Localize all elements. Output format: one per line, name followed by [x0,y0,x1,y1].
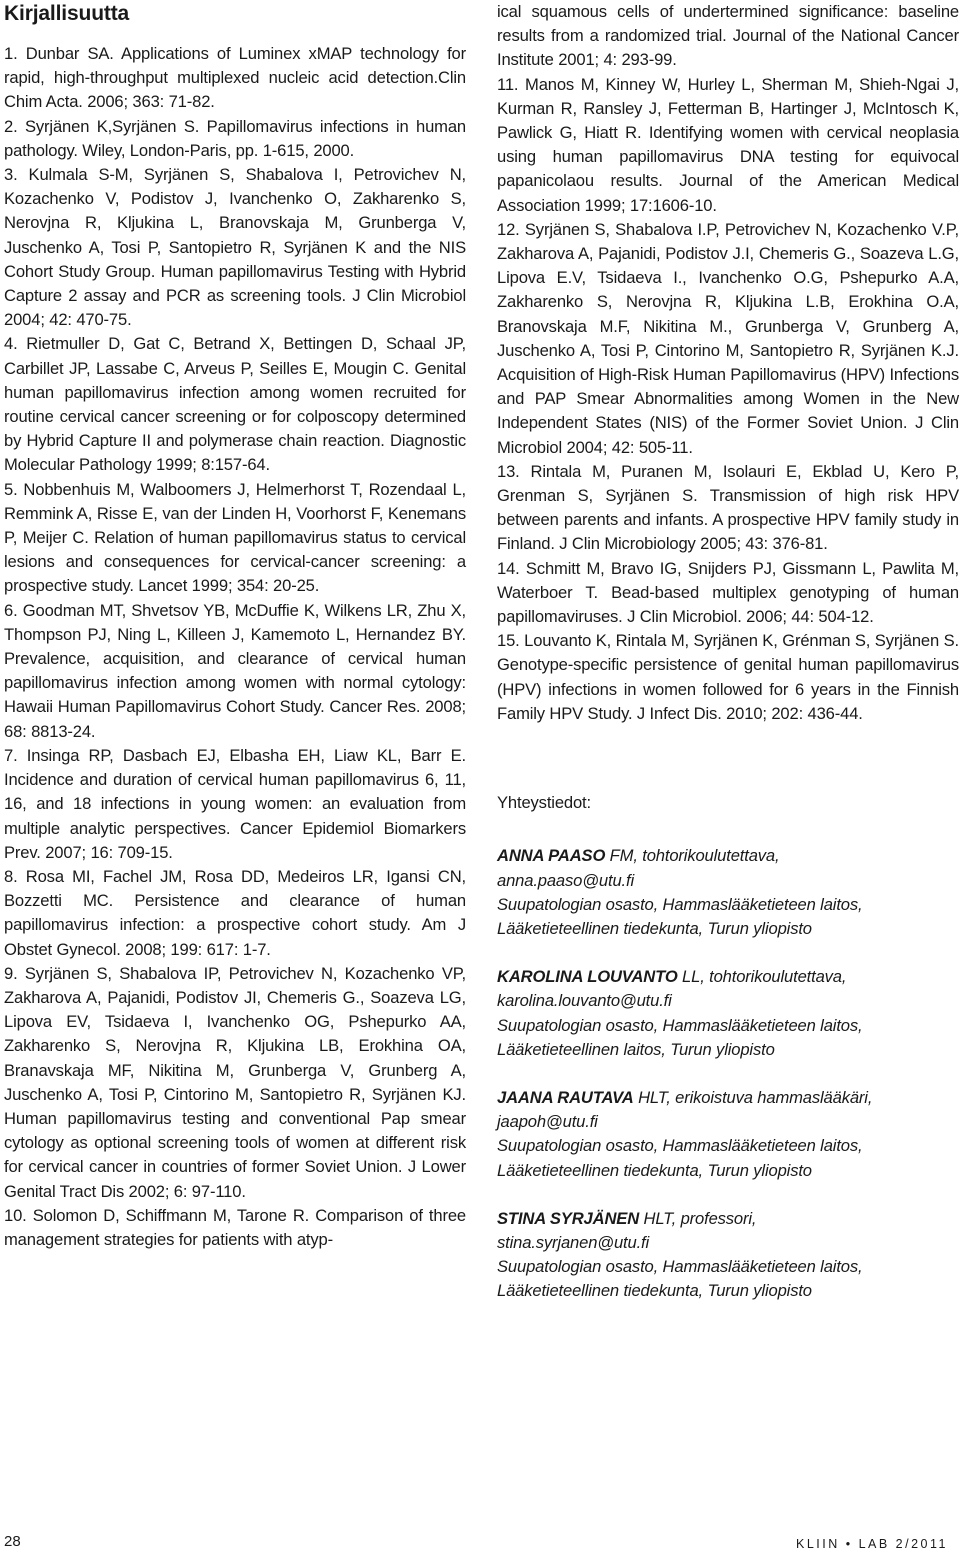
reference-item: 1. Dunbar SA. Applications of Luminex xMAP technology for rapid, high-throughput multiplexed nucleic acid detection.Clin Chim Acta. 2006; 363: 71-82. [4,44,466,112]
contact-name: STINA SYRJÄNEN [497,1208,640,1228]
contact-heading: Yhteystiedot: [497,793,591,813]
contact-department: Suupatologian osasto, Hammaslääketieteen laitos, [497,1015,863,1035]
reference-item: 3. Kulmala S-M, Syrjänen S, Shabalova I, Petrovichev N, Kozachenko V, Podistov J, Ivanchenko O, Zakharenko S, Nerovjna R, Kljukina L, Branovskaja M, Grunberga V, Juschenko A, Tosi P, Santopietro R, Syrjänen K and the NIS Cohort Study Group. Human papillomavirus Testing with Hybrid Capture 2 assay and PCR as screening tools. J Clin Microbiol 2004; 42: 470-75. [4,165,466,330]
magazine-issue: KLIIN • LAB 2/2011 [796,1537,948,1551]
reference-item: 8. Rosa MI, Fachel JM, Rosa DD, Medeiros LR, Igansi CN, Bozzetti MC. Persistence and clearance of human papillomavirus infection: a prospective cohort study. Am J Obstet Gynecol. 2008; 199: 617: 1-7. [4,866,466,959]
contact-email[interactable]: jaapoh@utu.fi [497,1112,598,1132]
contact-title: HLT, erikoistuva hammaslääkäri, [633,1087,873,1107]
contact-department: Suupatologian osasto, Hammaslääketieteen laitos, [497,894,863,914]
contact-name-line [497,844,959,868]
contact-title: LL, tohtorikoulutettava, [677,967,847,987]
contact-faculty: Lääketieteellinen tiedekunta, Turun yliopisto [497,918,812,938]
page-number: 28 [4,1533,21,1550]
reference-item: 11. Manos M, Kinney W, Hurley L, Sherman M, Shieh-Ngai J, Kurman R, Ransley J, Fetterman B, Hartinger J, McIntosch K, Pawlick G, Hiatt R. Identifying women with cervical neoplasia using human papillomavirus DNA testing for equivocal papanicolaou results. Journal of the American Medical Association 1999; 17:1606-10. [497,74,959,215]
right-column [497,0,959,1328]
reference-item: 9. Syrjänen S, Shabalova IP, Petrovichev N, Kozachenko VP, Zakharova A, Pajanidi, Podistov JI, Chemeris G., Soazeva LG, Lipova EV, Tsidaeva I, Ivanchenko OG, Pshepurko AA, Zakharenko S, Nerovjna R, Kljukina LB, Erokhina OA, Branavskaja MF, Nikitina M, Grunberga V, Grunberg A, Juschenko A, Tosi P, Cintorino M, Santopietro R, Syrjänen KJ. Human papillomavirus testing and conventional Pap smear cytology as optional screening tools of women at different risk for cervical cancer in countries of former Soviet Union. J Lower Genital Tract Dis 2002; 6: 97-110. [4,963,466,1201]
reference-item: 12. Syrjänen S, Shabalova I.P, Petrovichev N, Kozachenko V.P, Zakharova A, Pajanidi, Podistov J.I, Chemeris G., Soazeva L.G, Lipova E.V, Tsidaeva I., Ivanchenko O.G, Pshepurko A.A, Zakharenko S, Nerovjna R, Kljukina L.B, Erokhina O.A, Branovskaja M.F, Nikitina M., Grunberga V, Grunberg A, Juschenko A, Tosi P, Cintorino M, Santopietro R, Syrjänen K.J. Acquisition of High-Risk Human Papillomavirus (HPV) Infections and PAP Smear Abnormalities among Women in the New Independent States (NIS) of the Former Soviet Union. J Clin Microbiol 2004; 42: 505-11. [497,219,959,457]
reference-item: 13. Rintala M, Puranen M, Isolauri E, Ekblad U, Kero P, Grenman S, Syrjänen S. Transmission of high risk HPV between parents and infants. A prospective HPV family study in Finland. J Clin Microbiology 2005; 43: 376-81. [497,461,959,554]
contact-title: HLT, professori, [639,1208,757,1228]
contact-title: FM, tohtorikoulutettava, [605,846,780,866]
contact-block [497,1086,959,1183]
reference-item: 15. Louvanto K, Rintala M, Syrjänen K, Grénman S, Syrjänen S. Genotype-specific persistence of genital human papillomavirus (HPV) infections in women followed for 6 years in the Finnish Family HPV Study. J Infect Dis. 2010; 202: 436-44. [497,631,959,723]
contact-block [497,965,959,1062]
contact-faculty: Lääketieteellinen tiedekunta, Turun yliopisto [497,1160,812,1180]
reference-item: ical squamous cells of undertermined significance: baseline results from a randomized trial. Journal of the National Cancer Institute 2001; 4: 293-99. [497,2,959,70]
contact-email[interactable]: anna.paaso@utu.fi [497,870,635,890]
reference-item: 2. Syrjänen K,Syrjänen S. Papillomavirus infections in human pathology. Wiley, London-Paris, pp. 1-615, 2000. [4,116,466,160]
contact-name-line [497,965,959,989]
reference-item: 7. Insinga RP, Dasbach EJ, Elbasha EH, Liaw KL, Barr E. Incidence and duration of cervical human papillomavirus 6, 11, 16, and 18 infections in young women: an evaluation from multiple analytic perspectives. Cancer Epidemiol Biomarkers Prev. 2007; 16: 709-15. [4,745,466,862]
contact-faculty: Lääketieteellinen tiedekunta, Turun yliopisto [497,1281,812,1301]
reference-item: 14. Schmitt M, Bravo IG, Snijders PJ, Gissmann L, Pawlita M, Waterboer T. Bead-based multiplex genotyping of human papillomaviruses. J Clin Microbiol. 2006; 44: 504-12. [497,558,959,627]
contact-name: KAROLINA LOUVANTO [497,967,678,987]
reference-item: 10. Solomon D, Schiffmann M, Tarone R. Comparison of three management strategies for patients with atyp- [4,1205,466,1249]
contact-name: ANNA PAASO [497,846,606,866]
contact-name-line [497,1207,959,1231]
section-title: Kirjallisuutta [4,2,130,25]
contact-email[interactable]: karolina.louvanto@utu.fi [497,991,672,1011]
contact-name-line [497,1086,959,1110]
contact-department: Suupatologian osasto, Hammaslääketieteen laitos, [497,1136,863,1156]
reference-item: 5. Nobbenhuis M, Walboomers J, Helmerhorst T, Rozendaal L, Remmink A, Risse E, van der Linden H, Voorhorst F, Kenemans P, Meijer C. Relation of human papillomavirus status to cervical lesions and consequences for cervical-cancer screening: a prospective study. Lancet 1999; 354: 20-25. [4,479,466,596]
reference-item: 6. Goodman MT, Shvetsov YB, McDuffie K, Wilkens LR, Zhu X, Thompson PJ, Ning L, Killeen J, Kamemoto L, Hernandez BY. Prevalence, acquisition, and clearance of cervical human papillomavirus infection among women with normal cytology: Hawaii Human Papillomavirus Cohort Study. Cancer Res. 2008; 68: 8813-24. [4,600,466,741]
left-column [4,0,466,1252]
contact-department: Suupatologian osasto, Hammaslääketieteen laitos, [497,1257,863,1277]
contact-name: JAANA RAUTAVA [497,1087,634,1107]
reference-item: 4. Rietmuller D, Gat C, Betrand X, Bettingen D, Schaal JP, Carbillet JP, Lassabe C, Arveus P, Seilles E, Mougin C. Genital human papillomavirus infection among women recruited for routine cervical cancer screening or for colposcopy determined by Hybrid Capture II and polymerase chain reaction. Diagnostic Molecular Pathology 1999; 8:157-64. [4,334,466,475]
contact-faculty: Lääketieteellinen laitos, Turun yliopisto [497,1039,775,1059]
contact-block [497,1207,959,1304]
contact-block [497,844,959,941]
contact-email[interactable]: stina.syrjanen@utu.fi [497,1232,650,1252]
